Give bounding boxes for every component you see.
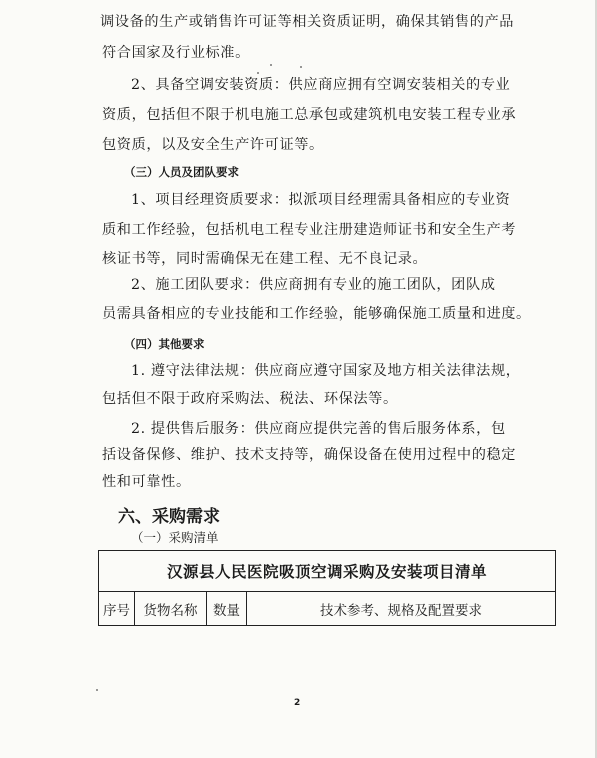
paragraph-line: 质和工作经验，包括机电工程专业注册建造师证书和安全生产考 bbox=[102, 222, 517, 238]
table-header-row bbox=[99, 592, 555, 625]
scan-speck bbox=[270, 64, 272, 66]
column-header: 数量 bbox=[207, 592, 247, 625]
paragraph-line: 2、具备空调安装资质：供应商应拥有空调安装相关的专业 bbox=[131, 77, 511, 93]
scan-speck bbox=[300, 66, 302, 68]
column-header: 货物名称 bbox=[135, 592, 207, 625]
scan-speck bbox=[96, 689, 98, 691]
procurement-table bbox=[98, 550, 556, 626]
heading-other: （四）其他要求 bbox=[124, 337, 205, 351]
column-header: 序号 bbox=[99, 592, 135, 625]
scan-speck bbox=[257, 72, 259, 74]
paragraph-line: 性和可靠性。 bbox=[102, 474, 191, 490]
heading-personnel: （三）人员及团队要求 bbox=[124, 165, 239, 179]
paragraph-line: 括设备保修、维护、技术支持等，确保设备在使用过程中的稳定 bbox=[102, 447, 517, 463]
page-number: 2 bbox=[294, 698, 301, 708]
paragraph-line: 1、项目经理资质要求：拟派项目经理需具备相应的专业资 bbox=[131, 192, 511, 208]
column-header: 技术参考、规格及配置要求 bbox=[320, 602, 482, 619]
paragraph-line: 调设备的生产或销售许可证等相关资质证明，确保其销售的产品 bbox=[100, 14, 515, 30]
table-title: 汉源县人民医院吸顶空调采购及安装项目清单 bbox=[99, 551, 555, 592]
paragraph-line: 包资质，以及安全生产许可证等。 bbox=[102, 137, 324, 153]
paragraph-line: 2、施工团队要求：供应商拥有专业的施工团队，团队成 bbox=[131, 277, 496, 293]
paragraph-line: 2. 提供售后服务：供应商应提供完善的售后服务体系，包 bbox=[131, 421, 506, 437]
paragraph-line: 核证书等，同时需确保无在建工程、无不良记录。 bbox=[102, 251, 428, 267]
section-heading: 六、采购需求 bbox=[118, 507, 220, 527]
paragraph-line: 包括但不限于政府采购法、税法、环保法等。 bbox=[102, 391, 398, 407]
paragraph-line: 员需具备相应的专业技能和工作经验，能够确保施工质量和进度。 bbox=[102, 306, 531, 322]
paragraph-line: 资质，包括但不限于机电施工总承包或建筑机电安装工程专业承 bbox=[102, 107, 517, 123]
paragraph-line: 符合国家及行业标准。 bbox=[102, 45, 250, 61]
paragraph-line: 1. 遵守法律法规：供应商应遵守国家及地方相关法律法规， bbox=[131, 363, 521, 379]
subsection-heading: （一）采购清单 bbox=[131, 530, 219, 545]
